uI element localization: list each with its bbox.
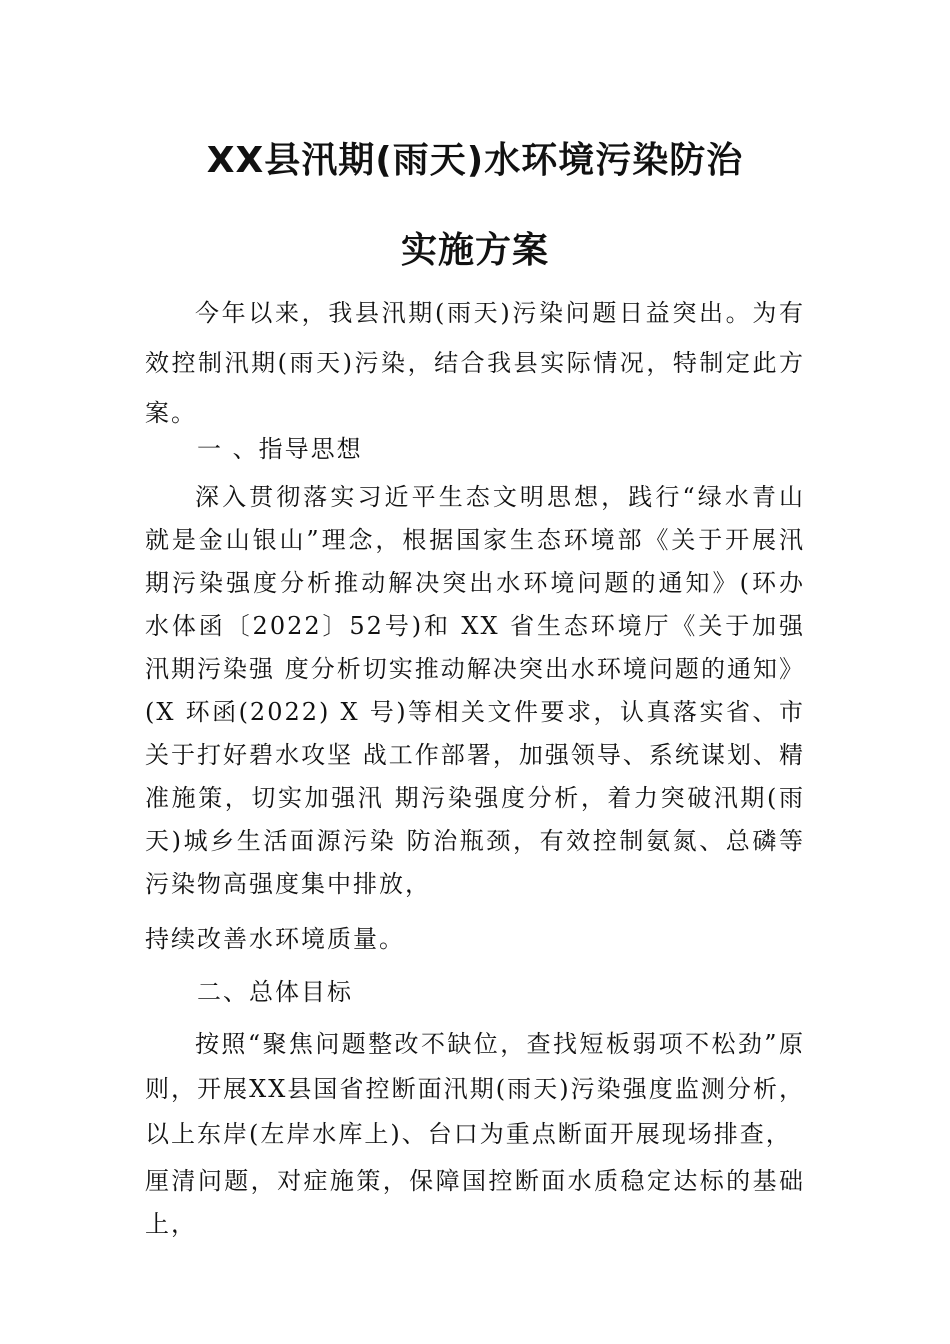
document-title-line-1: XX县汛期(雨天)水环境污染防治 <box>206 140 744 181</box>
overall-goal-paragraph: 按照“聚焦问题整改不缺位，查找短板弱项不松劲”原则，开展XX县国省控断面汛期(雨天)污染强度监测分析，以上东岸(左岸水库上)、台口为重点断面开展现场排查， <box>145 1030 805 1148</box>
overall-goal-paragraph-tail: 厘清问题，对症施策，保障国控断面水质稳定达标的基础上， <box>145 1167 805 1238</box>
guiding-thought-paragraph: 深入贯彻落实习近平生态文明思想，践行“绿水青山就是金山银山”理念，根据国家生态环境部《关于开展汛期污染强度分析推动解决突出水环境问题的通知》(环办水体函〔2022〕52号)和 XX 省生态环境厅《关于加强汛期污染强 度分析切实推动解决突出水环境问题的通知》(X 环函(2022) X 号)等相关文件要求，认真落实省、市关于打好碧水攻坚 战工作部署，加强领导、系统谋划、精准施策，切实加强汛 期污染强度分析，着力突破汛期(雨天)城乡生活面源污染 防治瓶颈，有效控制氨氮、总磷等污染物高强度集中排放， <box>145 483 805 898</box>
guiding-thought-paragraph-tail: 持续改善水环境质量。 <box>145 925 405 953</box>
section-heading-guiding-thought: 一 、指导思想 <box>197 435 363 463</box>
intro-paragraph: 今年以来，我县汛期(雨天)污染问题日益突出。为有效控制汛期(雨天)污染，结合我县实际情况，特制定此方案。 <box>145 299 805 427</box>
section-heading-overall-goal: 二、总体目标 <box>197 978 353 1006</box>
document-title-line-2: 实施方案 <box>400 230 549 271</box>
